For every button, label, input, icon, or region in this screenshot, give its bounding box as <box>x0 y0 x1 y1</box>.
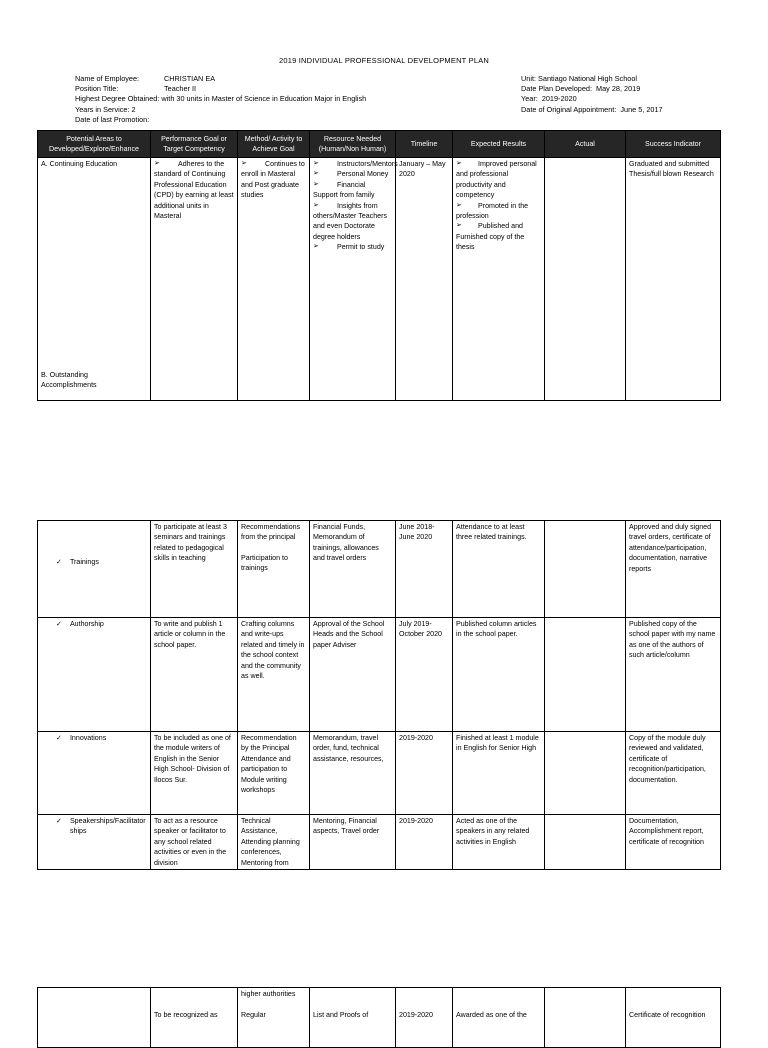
method-cell <box>238 521 310 618</box>
resource-text: List and Proofs of <box>313 1011 369 1019</box>
goal-cell <box>151 158 238 401</box>
area-cell <box>38 521 151 618</box>
timeline-cell: July 2019- October 2020 <box>396 618 453 732</box>
table-row <box>38 988 721 1048</box>
arrow-bullet-icon: ➢ <box>154 160 160 167</box>
year-label: Year: <box>521 94 538 104</box>
indicator-text: Certificate of recognition <box>629 1011 706 1019</box>
table-row <box>38 732 721 815</box>
position-title: Teacher II <box>164 84 197 94</box>
check-icon: ✓ <box>56 817 62 825</box>
goal-cell: To participate at least 3 seminars and trainings related to pedagogical skills in teaching <box>151 521 238 618</box>
check-icon: ✓ <box>56 734 62 742</box>
goal-cell: To write and publish 1 article or column in the school paper. <box>151 618 238 732</box>
table-row <box>38 618 721 732</box>
area-cell <box>38 815 151 870</box>
position-label: Position Title: <box>75 84 119 94</box>
resource-cell <box>310 158 396 401</box>
method-continuation: higher authorities <box>241 990 296 998</box>
header-method: Method/ Activity to Achieve Goal <box>238 131 310 158</box>
years-label: Years in Service: <box>75 104 130 114</box>
method-cell: Recommendation by the Principal Attendance and participation to Module writing workshops <box>238 732 310 815</box>
resource-item: Financial Support from family <box>313 180 375 200</box>
header-timeline: Timeline <box>396 131 453 158</box>
results-cell: Acted as one of the speakers in any related activities in English <box>453 815 545 870</box>
indicator-cell: Published copy of the school paper with my name as one of the authors of such article/column <box>626 618 721 732</box>
method-cell: Crafting columns and write-ups related and timely in the school context and the community as well. <box>238 618 310 732</box>
resource-item: Personal Money <box>337 170 389 179</box>
area-authorship: Authorship <box>69 620 104 628</box>
method-text: Regular <box>241 1011 266 1020</box>
area-cell <box>38 618 151 732</box>
area-outstanding-accomplishments: B. Outstanding Accomplishments <box>41 371 97 390</box>
goal-text: To be recognized as <box>154 1011 218 1019</box>
resource-item: Permit to study <box>337 243 385 252</box>
header-indicator: Success Indicator <box>626 131 721 158</box>
goal-cell <box>151 988 238 1048</box>
results-cell: Attendance to at least three related trainings. <box>453 521 545 618</box>
arrow-bullet-icon: ➢ <box>456 160 462 167</box>
document-title: 2019 INDIVIDUAL PROFESSIONAL DEVELOPMENT PLAN <box>278 56 490 65</box>
resource-item: Insights from others/Master Teachers and even Doctorate degree holders <box>313 201 387 241</box>
goal-text: Adheres to the standard of Continuing Professional Education (CPD) by earning at least additional units in Masteral <box>154 160 234 221</box>
plan-table-3 <box>37 987 721 1048</box>
area-continuing-education: A. Continuing Education <box>41 160 118 168</box>
actual-cell <box>545 732 626 815</box>
resource-cell <box>310 988 396 1048</box>
area-cell <box>38 732 151 815</box>
unit-value: Santiago National High School <box>538 74 637 83</box>
timeline-cell <box>396 988 453 1048</box>
area-innovations: Innovations <box>69 734 107 742</box>
goal-cell: To be included as one of the module writers of English in the Senior High School- Division of Ilocos Sur. <box>151 732 238 815</box>
table-header-row <box>38 131 721 158</box>
year-value: 2019-2020 <box>541 94 577 104</box>
arrow-bullet-icon: ➢ <box>313 243 319 251</box>
indicator-cell: Approved and duly signed travel orders, certificate of attendance/participation, documentation, narrative reports <box>626 521 721 618</box>
result-item: Published and Furnished copy of the thesis <box>456 222 525 252</box>
highest-degree: with 30 units in Master of Science in Education Major in English <box>161 94 367 104</box>
check-icon: ✓ <box>56 620 62 628</box>
appointment-label: Date of Original Appointment: <box>521 104 617 114</box>
arrow-bullet-icon: ➢ <box>313 170 319 178</box>
header-resource: Resource Needed (Human/Non Human) <box>310 131 396 158</box>
arrow-bullet-icon: ➢ <box>313 201 319 209</box>
result-item: Promoted in the profession <box>456 201 529 221</box>
method-cell: Technical Assistance, Attending planning conferences, Mentoring from <box>238 815 310 870</box>
results-cell: Finished at least 1 module in English for Senior High <box>453 732 545 815</box>
table-row <box>38 521 721 618</box>
resource-cell: Mentoring, Financial aspects, Travel order <box>310 815 396 870</box>
results-cell <box>453 988 545 1048</box>
resource-cell: Financial Funds, Memorandum of trainings, allowances and travel orders <box>310 521 396 618</box>
arrow-bullet-icon: ➢ <box>313 160 319 167</box>
timeline-cell: January – May 2020 <box>396 158 453 401</box>
header-goal: Performance Goal or Target Competency <box>151 131 238 158</box>
table-row <box>38 815 721 870</box>
employee-info <box>75 74 366 125</box>
plan-table-2 <box>37 520 721 870</box>
indicator-cell: Documentation, Accomplishment report, certificate of recognition <box>626 815 721 870</box>
result-item: Improved personal and professional productivity and competency <box>456 160 537 200</box>
employee-name: CHRISTIAN EA <box>164 74 216 83</box>
resource-cell: Memorandum, travel order, fund, technical assistance, resources, <box>310 732 396 815</box>
name-label: Name of Employee: <box>75 74 140 83</box>
indicator-cell <box>626 988 721 1048</box>
resource-item: Instructors/Mentors <box>337 160 398 168</box>
actual-cell <box>545 815 626 870</box>
timeline-cell: 2019-2020 <box>396 732 453 815</box>
appointment-value: June 5, 2017 <box>620 104 663 114</box>
goal-cell: To act as a resource speaker or facilitator to any school related activities or even in the division <box>151 815 238 870</box>
promotion-label: Date of last Promotion: <box>75 114 150 124</box>
actual-cell <box>545 521 626 618</box>
method-cell <box>238 158 310 401</box>
resource-cell: Approval of the School Heads and the School paper Adviser <box>310 618 396 732</box>
developed-value: May 28, 2019 <box>596 84 641 94</box>
developed-label: Date Plan Developed: <box>521 84 592 94</box>
plan-table-1 <box>37 130 721 401</box>
arrow-bullet-icon: ➢ <box>456 201 462 209</box>
arrow-bullet-icon: ➢ <box>241 160 247 167</box>
area-cell <box>38 988 151 1048</box>
actual-cell <box>545 988 626 1048</box>
school-info <box>521 74 663 115</box>
header-results: Expected Results <box>453 131 545 158</box>
results-cell <box>453 158 545 401</box>
area-cell <box>38 158 151 401</box>
header-areas: Potential Areas to Developed/Explore/Enhance <box>38 131 151 158</box>
method-text: Continues to enroll in Masteral and Post graduate studies <box>241 160 305 200</box>
indicator-cell: Graduated and submitted Thesis/full blown Research <box>626 158 721 401</box>
area-speakerships: Speakerships/Facilitatorships <box>69 817 146 836</box>
timeline-text: 2019-2020 <box>399 1011 433 1019</box>
method-text: Recommendations from the principal <box>241 523 301 542</box>
indicator-cell: Copy of the module duly reviewed and validated, certificate of recognition/participation, documentation. <box>626 732 721 815</box>
table-row <box>38 158 721 401</box>
years-in-service: 2 <box>131 104 136 114</box>
check-icon: ✓ <box>56 558 62 567</box>
method-cell <box>238 988 310 1048</box>
arrow-bullet-icon: ➢ <box>456 222 462 230</box>
unit-label: Unit: <box>521 74 537 83</box>
timeline-cell: June 2018- June 2020 <box>396 521 453 618</box>
degree-label: Highest Degree Obtained: <box>75 94 160 104</box>
actual-cell <box>545 158 626 401</box>
results-text: Awarded as one of the <box>456 1011 527 1019</box>
timeline-cell: 2019-2020 <box>396 815 453 870</box>
results-cell: Published column articles in the school paper. <box>453 618 545 732</box>
arrow-bullet-icon: ➢ <box>313 180 319 188</box>
header-actual: Actual <box>545 131 626 158</box>
actual-cell <box>545 618 626 732</box>
area-trainings: Trainings <box>69 558 99 567</box>
method-text-2: Participation to trainings <box>241 553 288 573</box>
